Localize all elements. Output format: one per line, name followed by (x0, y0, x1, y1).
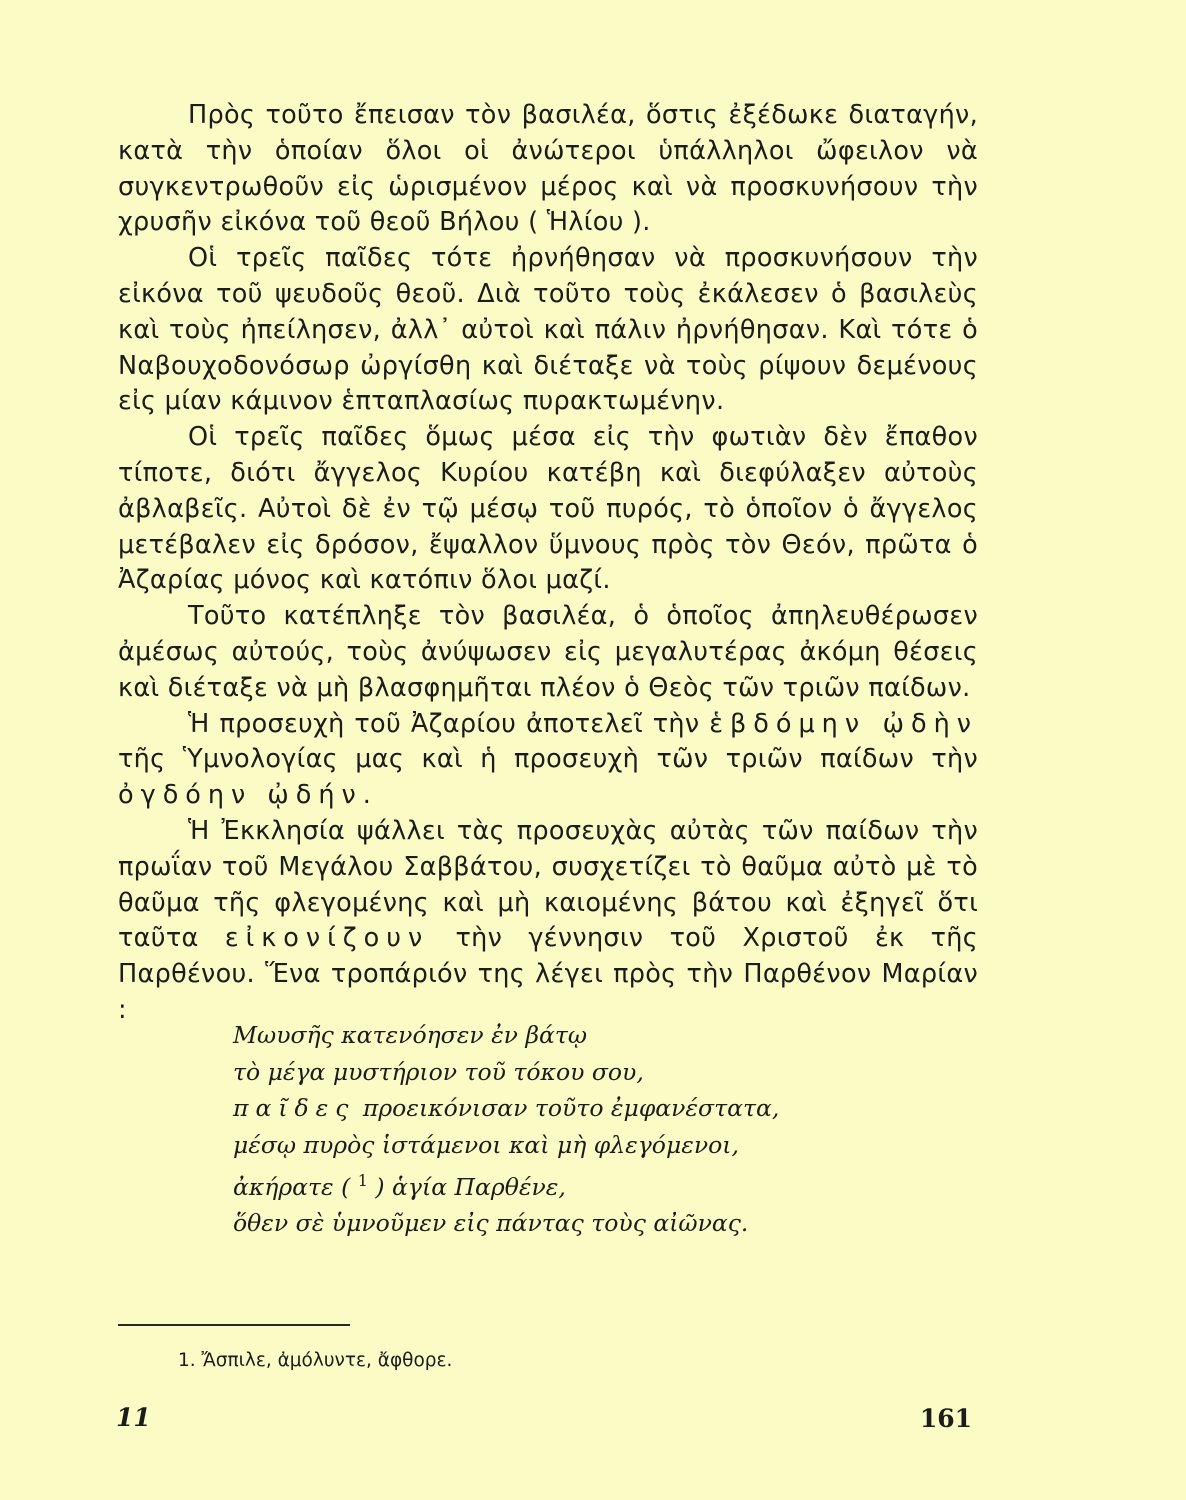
footnote-divider (118, 1324, 350, 1326)
poem-line-1: Μωυσῆς κατενόησεν ἐν βάτῳ (233, 1021, 588, 1049)
footnote-marker: 1 (357, 1171, 368, 1190)
poem-line-5-a: ἀκήρατε ( (233, 1172, 358, 1201)
emphasis-eighth-ode: ὀγδόην ᾠδήν (118, 780, 363, 811)
signature-mark: 11 (116, 1403, 151, 1432)
paragraph-5-text-e: . (362, 780, 372, 811)
emphasis-eikonizoun: εἰκονίζουν (224, 923, 430, 954)
emphasis-seventh-ode: ἑβδόμην ᾠδὴν (709, 708, 978, 739)
poem-line-4: μέσῳ πυρὸς ἱστάμενοι καὶ μὴ φλεγόμενοι, (233, 1130, 739, 1159)
page-number: 161 (919, 1404, 972, 1433)
paragraph-5-text-a: Ἡ προσευχὴ τοῦ Ἀζαρίου ἀποτελεῖ τὴν (188, 708, 710, 739)
poem-line-2: τὸ μέγα μυστήριον τοῦ τόκου σου, (233, 1057, 644, 1086)
paragraph-5 (118, 707, 978, 814)
paragraph-6 (118, 814, 978, 1029)
poem-line-6: ὅθεν σὲ ὑμνοῦμεν εἰς πάντας τοὺς αἰῶνας. (233, 1209, 749, 1238)
paragraph-4: Τοῦτο κατέπληξε τὸν βασιλέα, ὁ ὁποῖος ἀπηλευθέρωσεν ἀμέσως αὐτούς, τοὺς ἀνύψωσεν εἰς μεγαλυτέρας ἀκόμη θέσεις καὶ διέταξε νὰ μὴ βλασφημῆται πλέον ὁ Θεὸς τῶν τριῶν παίδων. (118, 601, 978, 703)
poem-emphasis-paides: παῖδες (233, 1094, 356, 1122)
paragraph-5-text-c: τῆς Ὑμνολογίας μας καὶ ἡ προσευχὴ τῶν τριῶν παίδων τὴν (118, 744, 978, 775)
troparion-poem (233, 1017, 779, 1242)
paragraph-3: Οἱ τρεῖς παῖδες ὅμως μέσα εἰς τὴν φωτιὰν δὲν ἔπαθον τίποτε, διότι ἄγγελος Κυρίου κατέβη καὶ διεφύλαξεν αὐτοὺς ἀβλαβεῖς. Αὐτοὶ δὲ ἐν τῷ μέσῳ τοῦ πυρός, τὸ ὁποῖον ὁ ἄγγελος μετέβαλεν εἰς δρόσον, ἔψαλλον ὕμνους πρὸς τὸν Θεόν, πρῶτα ὁ Ἀζαρίας μόνος καὶ κατόπιν ὅλοι μαζί. (118, 422, 978, 596)
poem-line-5-b: ) ἁγία Παρθένε, (367, 1172, 566, 1201)
poem-line-5 (233, 1163, 779, 1205)
paragraph-6-text-a: Ἡ Ἐκκλησία ψάλλει τὰς προσευχὰς αὐτὰς τῶν παίδων τὴν πρωΐαν τοῦ Μεγάλου Σαββάτου, συσχετίζει τὸ θαῦμα αὐτὸ μὲ τὸ θαῦμα τῆς φλεγομένης καὶ μὴ καιομένης βάτου καὶ ἐξηγεῖ ὅτι ταῦτα (118, 815, 978, 954)
paragraph-2: Οἱ τρεῖς παῖδες τότε ἠρνήθησαν νὰ προσκυνήσουν τὴν εἰκόνα τοῦ ψευδοῦς θεοῦ. Διὰ τοῦτο τοὺς ἐκάλεσεν ὁ βασιλεὺς καὶ τοὺς ἠπείλησεν, ἀλλ᾽ αὐτοὶ καὶ πάλιν ἠρνήθησαν. Καὶ τότε ὁ Ναβουχοδονόσωρ ὠργίσθη καὶ διέταξε νὰ τοὺς ρίψουν δεμένους εἰς μίαν κάμινον ἑπταπλασίως πυρακτωμένην. (118, 243, 978, 417)
poem-line-3-rest: προεικόνισαν τοῦτο ἐμφανέστατα, (355, 1094, 780, 1122)
body-text (118, 98, 978, 1029)
paragraph-1: Πρὸς τοῦτο ἔπεισαν τὸν βασιλέα, ὅστις ἐξέδωκε διαταγήν, κατὰ τὴν ὁποίαν ὅλοι οἱ ἀνώτεροι ὑπάλληλοι ὤφειλον νὰ συγκεντρωθοῦν εἰς ὡρισμένον μέρος καὶ νὰ προσκυνήσουν τὴν χρυσῆν εἰκόνα τοῦ θεοῦ Βήλου ( Ἡλίου ). (118, 100, 978, 238)
poem-line-3 (233, 1090, 779, 1127)
paragraph-6-text-c: τὴν γέννησιν τοῦ Χριστοῦ ἐκ τῆς Παρθένου. Ἕνα τροπάριόν της λέγει πρὸς τὴν Παρθένον Μαρίαν : (118, 923, 978, 1025)
footnote: 1. Ἄσπιλε, ἀμόλυντε, ἄφθορε. (178, 1350, 453, 1371)
